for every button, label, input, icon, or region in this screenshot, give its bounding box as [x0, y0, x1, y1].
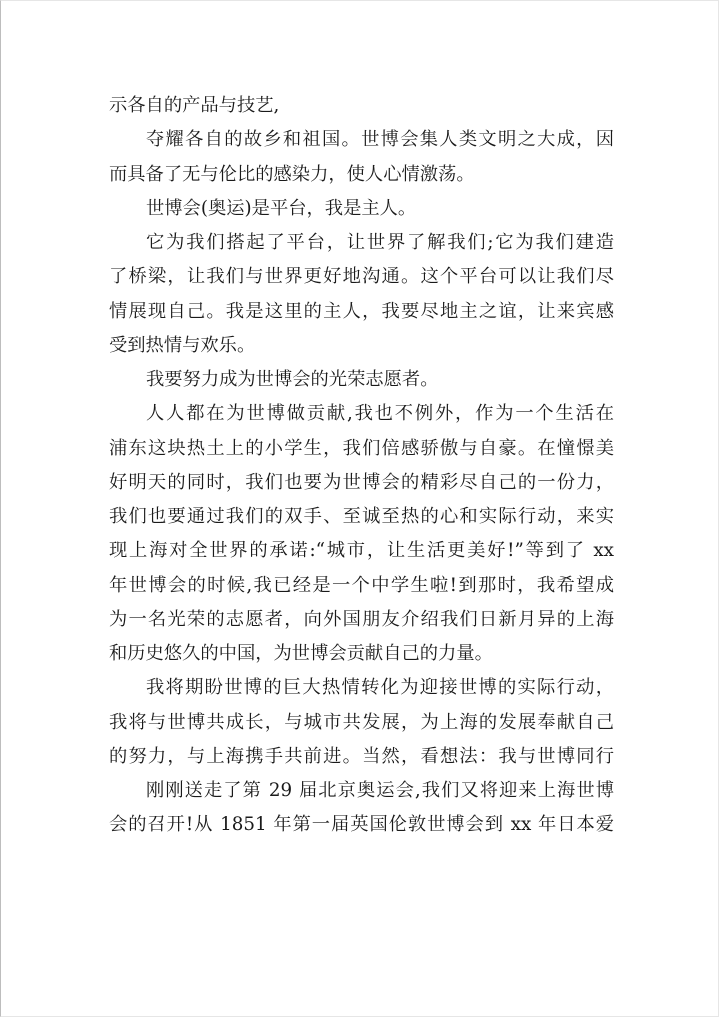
text-line: 会的召开!从 1851 年第一届英国伦敦世博会到 xx 年日本爱	[109, 814, 614, 836]
paragraph-first-line: 世博会(奥运)是平台，我是主人。	[146, 197, 417, 219]
paragraph-first-line: 它为我们搭起了平台，让世界了解我们;它为我们建造	[146, 232, 614, 253]
text-line: 现上海对全世界的承诺:“城市，让生活更美好!”等到了 xx	[109, 540, 614, 562]
text-line: 的努力，与上海携手共前进。当然，看想法：我与世博同行	[109, 745, 614, 767]
paragraph-first-line: 刚刚送走了第 29 届北京奥运会,我们又将迎来上海世博	[146, 780, 614, 801]
text-line: 我将与世博共成长，与城市共发展，为上海的发展奉献自己	[109, 711, 614, 733]
text-line: 情展现自己。我是这里的主人，我要尽地主之谊，让来宾感	[109, 300, 614, 322]
paragraph-first-line: 人人都在为世博做贡献,我也不例外，作为一个生活在	[146, 403, 614, 425]
paragraph-first-line: 夺耀各自的故乡和祖国。世博会集人类文明之大成，因	[146, 129, 614, 151]
text-line: 示各自的产品与技艺,	[109, 95, 280, 116]
text-line: 我们也要通过我们的双手、至诚至热的心和实际行动，来实	[109, 506, 614, 527]
text-line: 和历史悠久的中国，为世博会贡献自己的力量。	[109, 643, 493, 664]
text-line: 浦东这块热土上的小学生，我们倍感骄傲与自豪。在憧憬美	[109, 437, 614, 459]
text-line: 年世博会的时候,我已经是一个中学生啦!到那时，我希望成	[109, 574, 614, 596]
document-body	[109, 89, 614, 843]
paragraph-first-line: 我将期盼世博的巨大热情转化为迎接世博的实际行动，	[146, 677, 614, 699]
text-line: 受到热情与欢乐。	[109, 334, 256, 356]
paragraph-first-line: 我要努力成为世博会的光荣志愿者。	[146, 369, 439, 390]
text-line: 而具备了无与伦比的感染力，使人心情激荡。	[109, 163, 475, 185]
text-line: 为一名光荣的志愿者，向外国朋友介绍我们日新月异的上海	[109, 608, 614, 630]
text-line: 了桥梁，让我们与世界更好地沟通。这个平台可以让我们尽	[109, 266, 614, 288]
text-line: 好明天的同时，我们也要为世博会的精彩尽自己的一份力，	[109, 471, 614, 493]
